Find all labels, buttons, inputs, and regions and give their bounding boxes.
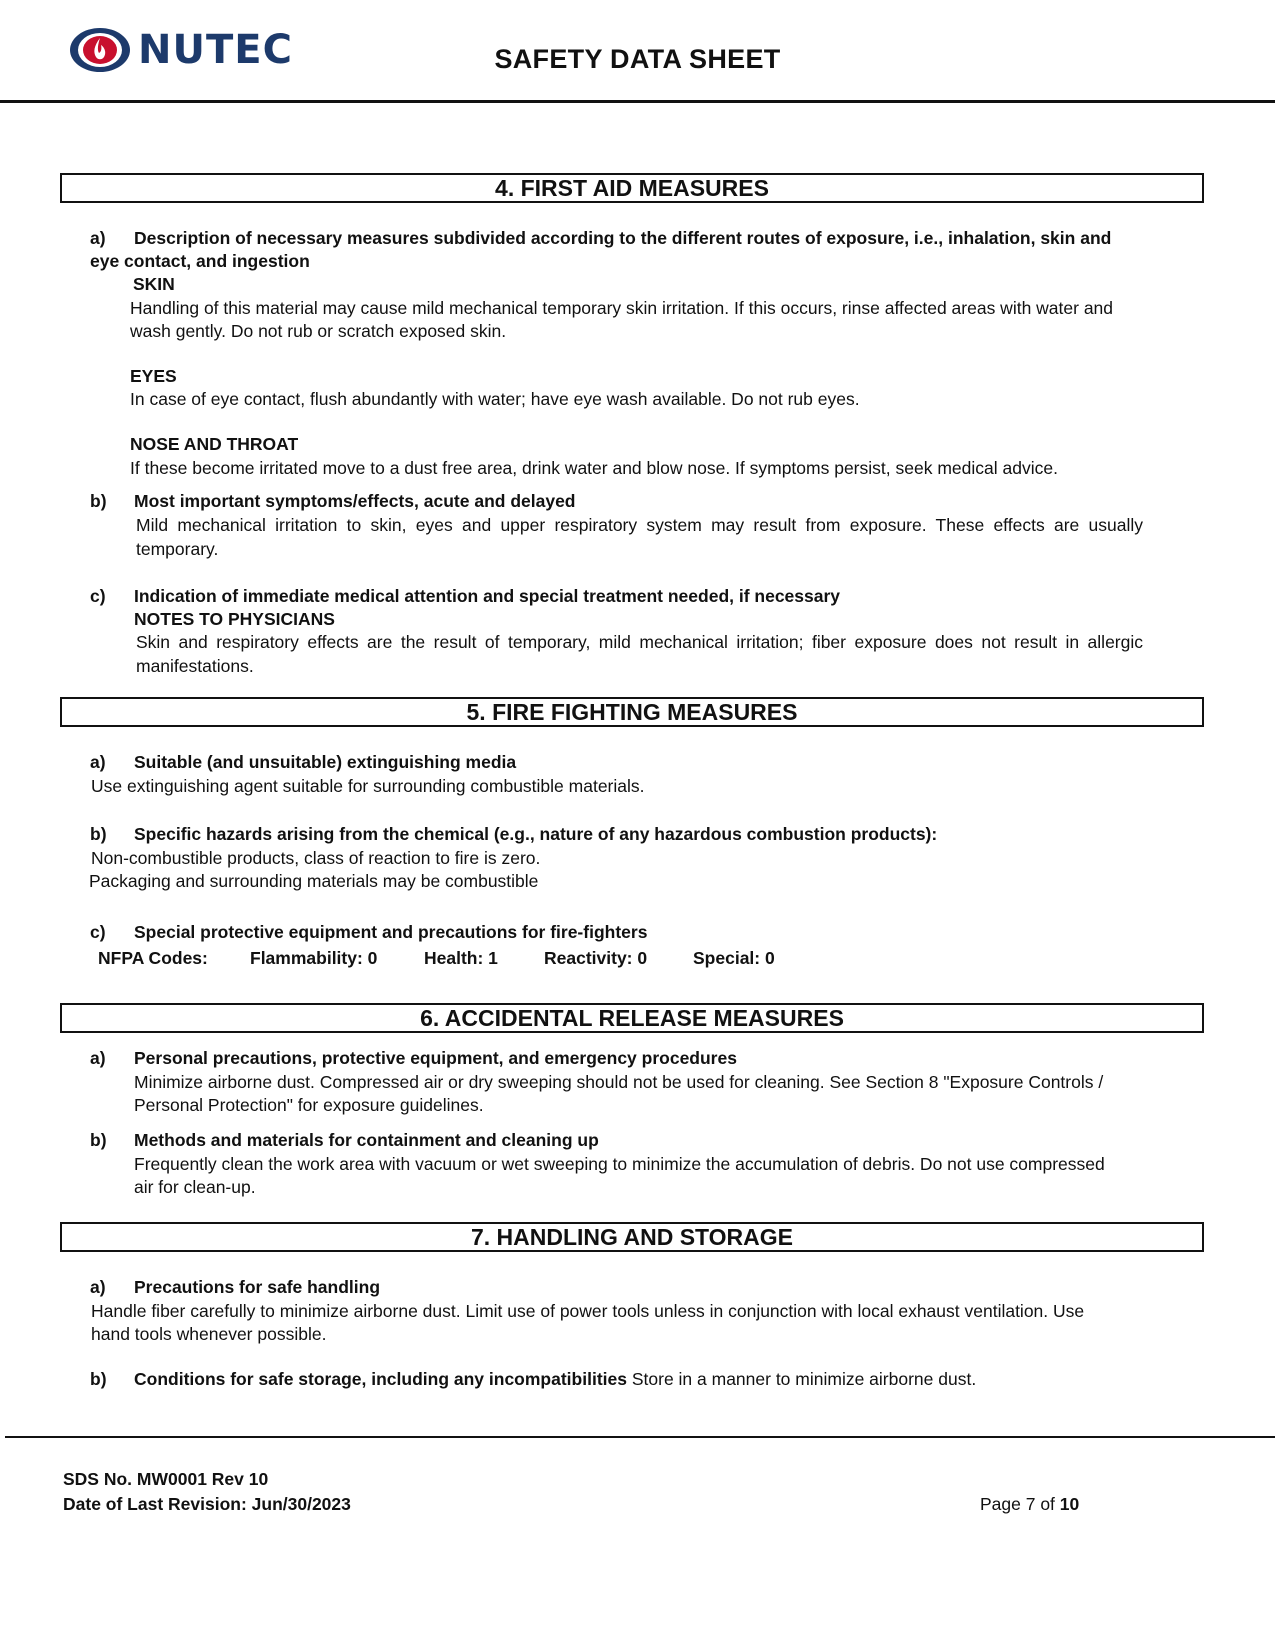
logo-wordmark: NUTEC [138,27,293,73]
header-divider [0,100,1275,103]
s5-b-text-line2: Packaging and surrounding materials may be combustible [89,871,539,891]
s6-b-text-line2: air for clean-up. [134,1177,256,1197]
eyes-text: In case of eye contact, flush abundantly with water; have eye wash available. Do not rub eyes. [130,389,860,409]
section-6-header: 6. ACCIDENTAL RELEASE MEASURES [60,1003,1204,1033]
footer-divider [5,1436,1275,1438]
s5-b-text-line1: Non-combustible products, class of reaction to fire is zero. [91,848,541,868]
skin-title: SKIN [133,274,175,294]
s4-c-text: Skin and respiratory effects are the result of temporary, mild mechanical irritation; fiber exposure does not result in allergic manifestations. [136,632,1143,676]
nfpa-flammability: Flammability: 0 [250,948,378,968]
revision-date: Date of Last Revision: Jun/30/2023 [63,1494,351,1514]
nose-throat-title: NOSE AND THROAT [130,434,299,454]
s6-a-text-line2: Personal Protection" for exposure guidelines. [134,1095,484,1115]
section-4-header: 4. FIRST AID MEASURES [60,173,1204,203]
s5-a-heading: a) Suitable (and unsuitable) extinguishing media [90,752,517,772]
s4-a-heading-line2: eye contact, and ingestion [90,251,310,271]
s5-b-heading: b) Specific hazards arising from the chemical (e.g., nature of any hazardous combustion products): [90,824,938,844]
nfpa-health: Health: 1 [424,948,498,968]
s6-b-heading: b) Methods and materials for containment and cleaning up [90,1130,599,1150]
nose-throat-text: If these become irritated move to a dust free area, drink water and blow nose. If symptoms persist, seek medical advice. [130,458,1058,478]
s6-a-heading: a) Personal precautions, protective equipment, and emergency procedures [90,1048,737,1068]
s7-a-text-line1: Handle fiber carefully to minimize airborne dust. Limit use of power tools unless in conjunction with local exhaust ventilation. Use [91,1301,1085,1321]
s4-c-heading: c) Indication of immediate medical attention and special treatment needed, if necessary [90,586,841,606]
section-5-header: 5. FIRE FIGHTING MEASURES [60,697,1204,727]
s6-b-text-line1: Frequently clean the work area with vacuum or wet sweeping to minimize the accumulation of debris. Do not use compressed [134,1154,1105,1174]
s5-c-heading: c) Special protective equipment and precautions for fire-fighters [90,922,648,942]
s6-a-text-line1: Minimize airborne dust. Compressed air or dry sweeping should not be used for cleaning. See Section 8 "Exposure Controls / [134,1072,1104,1092]
s4-a-heading-line1: a) Description of necessary measures subdivided according to the different routes of exposure, i.e., inhalation, skin and [90,228,1112,248]
skin-text-line1: Handling of this material may cause mild mechanical temporary skin irritation. If this occurs, rinse affected areas with water and [130,298,1114,318]
nfpa-label: NFPA Codes: [98,948,208,968]
s4-b-text: Mild mechanical irritation to skin, eyes and upper respiratory system may result from exposure. These effects are usually temporary. [136,515,1143,559]
s7-a-text-line2: hand tools whenever possible. [91,1324,327,1344]
skin-text-line2: wash gently. Do not rub or scratch exposed skin. [130,321,507,341]
s4-b-heading: b) Most important symptoms/effects, acute and delayed [90,491,576,511]
eyes-title: EYES [130,366,177,386]
nfpa-special: Special: 0 [693,948,775,968]
sds-number: SDS No. MW0001 Rev 10 [63,1469,269,1489]
nfpa-reactivity: Reactivity: 0 [544,948,648,968]
notes-to-physicians-title: NOTES TO PHYSICIANS [134,609,335,629]
s7-a-heading: a) Precautions for safe handling [90,1277,381,1297]
s5-a-text: Use extinguishing agent suitable for surrounding combustible materials. [91,776,645,796]
section-7-header: 7. HANDLING AND STORAGE [60,1222,1204,1252]
s7-b-line: b) Conditions for safe storage, including any incompatibilities Store in a manner to minimize airborne dust. [90,1369,977,1389]
document-title: SAFETY DATA SHEET [494,44,781,74]
page-number: Page 7 of 10 [980,1494,1080,1514]
